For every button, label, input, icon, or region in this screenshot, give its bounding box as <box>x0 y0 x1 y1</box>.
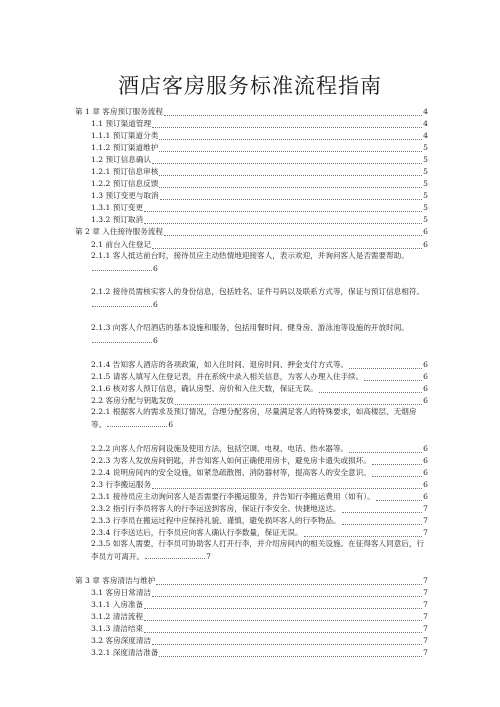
toc-page-number: 4 <box>423 107 428 116</box>
toc-page-number: 7 <box>423 504 428 513</box>
toc-entry[interactable] <box>91 131 428 140</box>
dot-leader <box>376 493 422 501</box>
dot-leader <box>145 552 205 559</box>
toc-entry[interactable] <box>91 612 428 621</box>
dot-leader <box>372 457 422 465</box>
toc-entry[interactable] <box>91 119 428 128</box>
dot-leader <box>349 445 422 453</box>
toc-page-number: 6 <box>423 456 428 465</box>
toc-entry-text: 1.2.1 预订信息审核 <box>91 167 159 176</box>
toc-page-number: 6 <box>153 335 158 345</box>
toc-page-number: 7 <box>423 600 428 609</box>
toc-entry-text: 2.2.4 说明房间内的安全设施，如紧急疏散图、消防器材等，提高客人的安全意识。 <box>91 468 371 477</box>
dot-leader <box>342 505 423 513</box>
toc-page-number: 6 <box>423 227 428 236</box>
toc-entry[interactable] <box>91 322 428 347</box>
toc-page-number: 7 <box>423 636 428 645</box>
toc-page-number: 6 <box>423 360 428 369</box>
dot-leader <box>152 156 422 164</box>
toc-entry[interactable] <box>91 406 428 431</box>
toc-entry[interactable] <box>91 372 428 381</box>
dot-leader <box>159 168 422 176</box>
toc-page-number: 6 <box>423 444 428 453</box>
toc-entry[interactable] <box>91 155 428 164</box>
toc-entry[interactable] <box>91 624 428 633</box>
toc-page-number: 7 <box>423 624 428 633</box>
toc-page-number: 5 <box>423 203 428 212</box>
toc-page-number: 5 <box>423 143 428 152</box>
toc-entry[interactable] <box>91 456 428 465</box>
toc-entry-text: 3.2.1 深度清洁准备 <box>91 648 159 657</box>
toc-page-number: 7 <box>423 576 428 585</box>
toc-entry[interactable] <box>91 648 428 657</box>
toc-entry-text: 3.1.2 清洁流程 <box>91 612 144 621</box>
toc-entry[interactable] <box>91 143 428 152</box>
toc-entry[interactable] <box>91 215 428 224</box>
dot-leader <box>92 336 152 343</box>
toc-entry[interactable] <box>91 444 428 453</box>
toc-entry[interactable] <box>91 240 428 249</box>
dot-leader <box>164 108 422 116</box>
toc-page-number: 7 <box>423 588 428 597</box>
toc-entry-text: 1.3.2 预订取消 <box>91 215 144 224</box>
dot-leader <box>175 397 422 405</box>
toc-entry-text: 3.2 客房深度清洁 <box>91 636 152 645</box>
toc-page-number: 6 <box>423 396 428 405</box>
toc-entry-text: 2.1.2 接待员需核实客人的身份信息，包括姓名、证件号码以及联系方式等，保证与预订信息相符。 <box>91 287 425 296</box>
toc-page-number: 6 <box>423 372 428 381</box>
toc-entry-text: 1.2 预订信息确认 <box>91 155 152 164</box>
dot-leader <box>152 241 422 249</box>
toc-entry[interactable] <box>91 396 428 405</box>
toc-entry-text: 1.1 预订渠道管理 <box>91 119 152 128</box>
toc-entry-text: 2.1.1 客人抵达前台时，接待员应主动热情地迎接客人，表示欢迎，并询问客人是否需要帮助。 <box>91 251 409 260</box>
toc-page-number: 6 <box>423 492 428 501</box>
toc-entry[interactable] <box>91 504 428 513</box>
toc-entry[interactable] <box>91 468 428 477</box>
toc-entry[interactable] <box>91 167 428 176</box>
toc-entry-text: 2.2.1 根据客人的需求及预订情况，合理分配客房，尽量满足客人的特殊要求，如高楼层、无烟房等。 <box>91 407 417 429</box>
toc-page-number: 6 <box>153 299 158 309</box>
toc-page-number: 7 <box>423 648 428 657</box>
toc-entry-text: 3.1.1 入房准备 <box>91 600 144 609</box>
dot-leader <box>159 144 422 152</box>
dot-leader <box>349 361 422 369</box>
dot-leader <box>144 613 422 621</box>
toc-entry[interactable] <box>91 191 428 200</box>
dot-leader <box>144 601 422 609</box>
toc-entry[interactable] <box>75 227 428 236</box>
toc-entry-text: 第 1 章 客房预订服务流程 <box>75 107 164 116</box>
toc-entry[interactable] <box>91 588 428 597</box>
toc-page-number: 7 <box>423 612 428 621</box>
dot-leader <box>107 420 167 427</box>
toc-entry-text: 2.3.3 行李员在搬运过程中应保持礼貌、谨慎，避免损坏客人的行李物品。 <box>91 516 341 525</box>
toc-page-number: 6 <box>168 419 174 429</box>
toc-entry-text: 3.1.3 清洁结束 <box>91 624 144 633</box>
toc-entry-text: 第 3 章 客房清洁与维护 <box>75 576 156 585</box>
toc-entry-text: 2.3.4 行李送达后，行李员应向客人确认行李数量，保证无误。 <box>91 528 303 537</box>
toc-entry[interactable] <box>91 528 428 537</box>
toc-entry[interactable] <box>91 360 428 369</box>
toc-entry-text: 2.1.5 请客人填写入住登记表，并在系统中录入相关信息，为客人办理入住手续。 <box>91 372 364 381</box>
dot-leader <box>319 385 422 393</box>
toc-page-number: 5 <box>423 167 428 176</box>
toc-entry[interactable] <box>91 516 428 525</box>
toc-entry[interactable] <box>91 179 428 188</box>
toc-entry-text: 1.3 预订变更与取消 <box>91 191 159 200</box>
toc-entry[interactable] <box>91 636 428 645</box>
dot-leader <box>144 625 422 633</box>
dot-leader <box>152 637 422 645</box>
dot-leader <box>164 228 422 236</box>
toc-entry[interactable] <box>75 576 428 585</box>
toc-page-number: 6 <box>423 480 428 489</box>
dot-leader <box>342 517 423 525</box>
toc-entry[interactable] <box>75 107 428 116</box>
toc-entry-text: 2.3.2 指引行李员将客人的行李运送到客房，保证行李安全、快捷地送达。 <box>91 504 341 513</box>
toc-page-number: 4 <box>423 131 428 140</box>
dot-leader <box>152 481 422 489</box>
dot-leader <box>159 649 422 657</box>
toc-page-number: 7 <box>206 551 211 561</box>
toc-entry[interactable] <box>91 286 428 311</box>
toc-entry-text: 1.1.2 预订渠道维护 <box>91 143 159 152</box>
toc-page-number: 6 <box>423 384 428 393</box>
toc-entry-text: 1.3.1 预订变更 <box>91 203 144 212</box>
toc-entry-text: 1.1.1 预订渠道分类 <box>91 131 159 140</box>
toc-entry-text: 2.3.1 接待员应主动询问客人是否需要行李搬运服务，并告知行李搬运费用（如有）。 <box>91 492 375 501</box>
toc-entry-text: 3.1 客房日常清洁 <box>91 588 152 597</box>
toc-page-number: 7 <box>423 528 428 537</box>
toc-page-number: 6 <box>153 263 158 273</box>
dot-leader <box>364 373 422 381</box>
dot-leader <box>159 180 422 188</box>
dot-leader <box>372 469 422 477</box>
toc-entry-text: 1.2.2 预订信息反馈 <box>91 179 159 188</box>
toc-entry-text: 2.1.6 核对客人预订信息，确认房型、房价和入住天数，保证无误。 <box>91 384 318 393</box>
toc-entry-text: 2.1.3 向客人介绍酒店的基本设施和服务，包括用餐时间、健身房、游泳池等设施的开放时间。 <box>91 323 409 332</box>
toc-entry-text: 2.3 行李搬运服务 <box>91 480 152 489</box>
toc-page-number: 5 <box>423 191 428 200</box>
dot-leader <box>160 192 423 200</box>
toc-entry-text: 2.2 客房分配与钥匙发放 <box>91 396 174 405</box>
toc-entry[interactable] <box>91 384 428 393</box>
toc-entry[interactable] <box>91 600 428 609</box>
toc-entry-text: 2.3.5 如客人需要，行李员可协助客人打开行李，并介绍房间内的相关设施。在征得客人同意后，行李员方可离开。 <box>91 539 425 561</box>
toc-page-number: 7 <box>423 516 428 525</box>
toc-entry[interactable] <box>91 203 428 212</box>
toc-entry-text: 2.2.3 为客人发放房间钥匙，并告知客人如何正确使用房卡，避免房卡遗失或损坏。 <box>91 456 371 465</box>
toc-entry[interactable] <box>91 492 428 501</box>
toc-page-number: 6 <box>423 468 428 477</box>
toc-entry[interactable] <box>91 250 428 275</box>
dot-leader <box>92 300 152 307</box>
toc-entry-text: 2.1 前台入住登记 <box>91 240 152 249</box>
dot-leader <box>304 529 423 537</box>
toc-entry-text: 2.1.4 告知客人酒店的各项政策，如入住时间、退房时间、押金支付方式等。 <box>91 360 349 369</box>
toc-page-number: 5 <box>423 215 428 224</box>
toc-entry[interactable] <box>91 480 428 489</box>
dot-leader <box>152 589 422 597</box>
toc-entry[interactable] <box>91 538 428 563</box>
toc-page-number: 5 <box>423 155 428 164</box>
toc-entry-text: 第 2 章 入住接待服务流程 <box>75 227 164 236</box>
dot-leader <box>156 577 422 585</box>
dot-leader <box>144 216 422 224</box>
dot-leader <box>92 264 152 271</box>
toc-page-number: 6 <box>423 240 428 249</box>
dot-leader <box>159 132 422 140</box>
toc-entry-text: 2.2.2 向客人介绍房间设施及使用方法，包括空调、电视、电话、热水器等。 <box>91 444 349 453</box>
dot-leader <box>144 204 422 212</box>
toc-page-number: 5 <box>423 179 428 188</box>
document-title: 酒店客房服务标准流程指南 <box>118 74 382 98</box>
dot-leader <box>152 120 422 128</box>
toc-page-number: 4 <box>423 119 428 128</box>
